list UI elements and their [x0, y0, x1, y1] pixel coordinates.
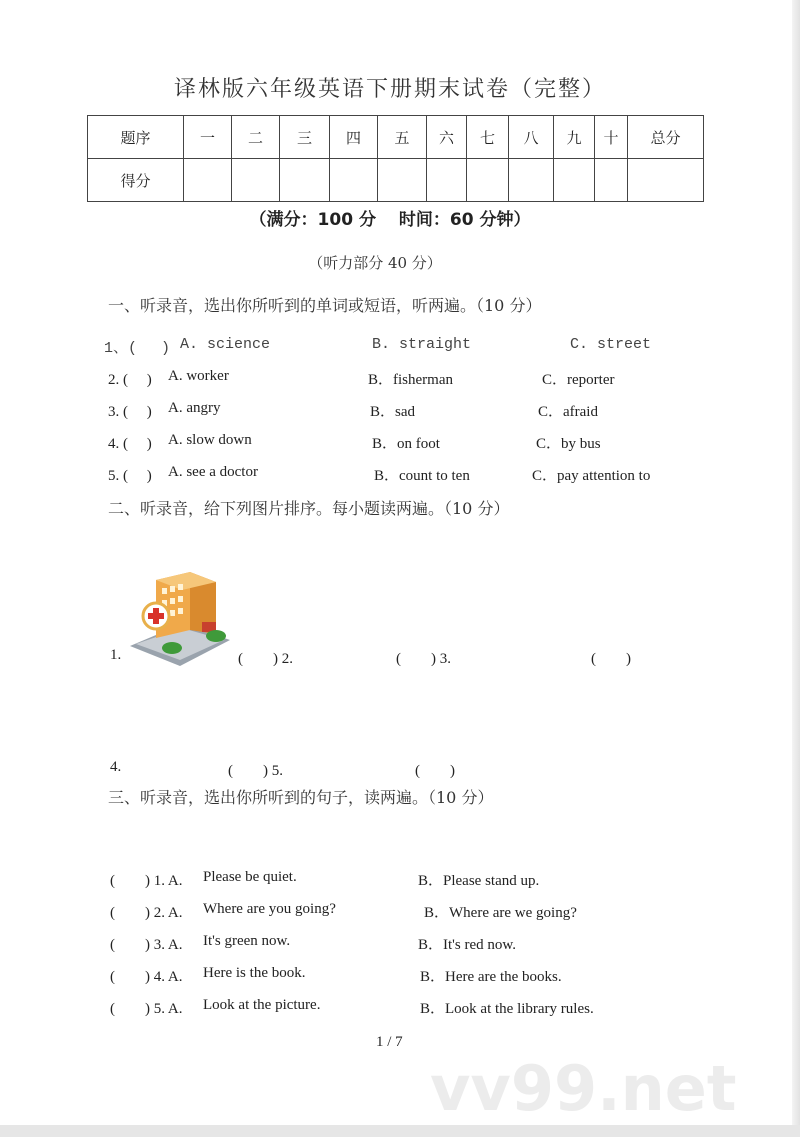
option-b: B．count to ten: [374, 468, 470, 484]
table-header-cell: 十: [595, 116, 628, 159]
option-c: C．pay attention to: [532, 468, 651, 484]
page-bottom-edge: [0, 1125, 800, 1137]
item-number: 3. ( ): [108, 404, 152, 420]
watermark: vv99.net: [430, 1052, 737, 1125]
score-cell: [378, 159, 427, 202]
item-number: 2. ( ): [108, 372, 152, 388]
item-number: ( ) 3. A.: [110, 937, 183, 953]
table-header-cell: 总分: [628, 116, 704, 159]
option-a: Please be quiet.: [203, 869, 297, 885]
answer-blank: ( ): [415, 763, 455, 779]
item-number: 5. ( ): [108, 468, 152, 484]
option-a: Where are you going?: [203, 901, 336, 917]
score-cell: [554, 159, 595, 202]
option-c: C. street: [570, 336, 652, 353]
option-c: C．by bus: [536, 436, 601, 452]
option-b: B. straight: [372, 336, 472, 353]
table-header-cell: 题序: [88, 116, 184, 159]
item-number: ( ) 1. A.: [110, 873, 183, 889]
picture-number: 1.: [110, 647, 122, 663]
hospital-icon: [126, 568, 234, 668]
option-b: B．Where are we going?: [424, 905, 577, 921]
option-a: A. see a doctor: [168, 464, 258, 480]
page-title: 译林版六年级英语下册期末试卷（完整）: [173, 77, 606, 102]
answer-blank: ( ) 3.: [396, 651, 451, 667]
score-cell: [628, 159, 704, 202]
section1-heading: 一、听录音，选出你所听到的单词或短语，听两遍。（10 分）: [108, 296, 542, 315]
picture-number: 4.: [110, 759, 122, 775]
table-score-row: [88, 159, 704, 202]
page-number: 1 / 7: [376, 1034, 403, 1050]
listening-part-label: （听力部分 40 分）: [308, 254, 442, 272]
option-a: A. angry: [168, 400, 221, 416]
option-b: B．fisherman: [368, 372, 453, 388]
answer-blank: ( ): [591, 651, 631, 667]
page-edge-shadow: [792, 0, 800, 1137]
score-cell: [280, 159, 330, 202]
table-header-cell: 一: [184, 116, 232, 159]
item-number: ( ) 5. A.: [110, 1001, 183, 1017]
score-table: [87, 115, 704, 202]
option-c: C．reporter: [542, 372, 615, 388]
section3-heading: 三、听录音，选出你所听到的句子，读两遍。（10 分）: [108, 788, 494, 807]
item-number: ( ) 2. A.: [110, 905, 183, 921]
option-a: A. worker: [168, 368, 229, 384]
table-header-cell: 九: [554, 116, 595, 159]
option-b: B．on foot: [372, 436, 440, 452]
score-cell: [595, 159, 628, 202]
option-b: B．It's red now.: [418, 937, 516, 953]
option-b: B．sad: [370, 404, 416, 420]
score-cell: [427, 159, 467, 202]
answer-blank: ( ) 5.: [228, 763, 283, 779]
option-b: B．Here are the books.: [420, 969, 562, 985]
table-header-cell: 四: [330, 116, 378, 159]
row-label: 得分: [88, 159, 184, 202]
item-number: ( ) 4. A.: [110, 969, 183, 985]
score-cell: [467, 159, 509, 202]
table-header-cell: 七: [467, 116, 509, 159]
score-cell: [509, 159, 554, 202]
table-header-row: [88, 116, 704, 159]
exam-meta: （满分：100 分 时间：60 分钟）: [249, 210, 531, 230]
item-number: 4. ( ): [108, 436, 152, 452]
item-number: 1、( ): [104, 340, 171, 357]
table-header-cell: 二: [232, 116, 280, 159]
option-c: C．afraid: [538, 404, 598, 420]
option-a: A. science: [180, 336, 271, 353]
option-b: B．Please stand up.: [418, 873, 540, 889]
score-cell: [184, 159, 232, 202]
table-header-cell: 五: [378, 116, 427, 159]
section2-heading: 二、听录音，给下列图片排序。每小题读两遍。（10 分）: [108, 499, 510, 518]
option-a: Here is the book.: [203, 965, 306, 981]
option-a: It's green now.: [203, 933, 291, 949]
table-header-cell: 八: [509, 116, 554, 159]
option-a: Look at the picture.: [203, 997, 321, 1013]
option-b: B．Look at the library rules.: [420, 1001, 594, 1017]
answer-blank: ( ) 2.: [238, 651, 293, 667]
table-header-cell: 三: [280, 116, 330, 159]
option-a: A. slow down: [168, 432, 252, 448]
score-cell: [232, 159, 280, 202]
table-header-cell: 六: [427, 116, 467, 159]
score-cell: [330, 159, 378, 202]
